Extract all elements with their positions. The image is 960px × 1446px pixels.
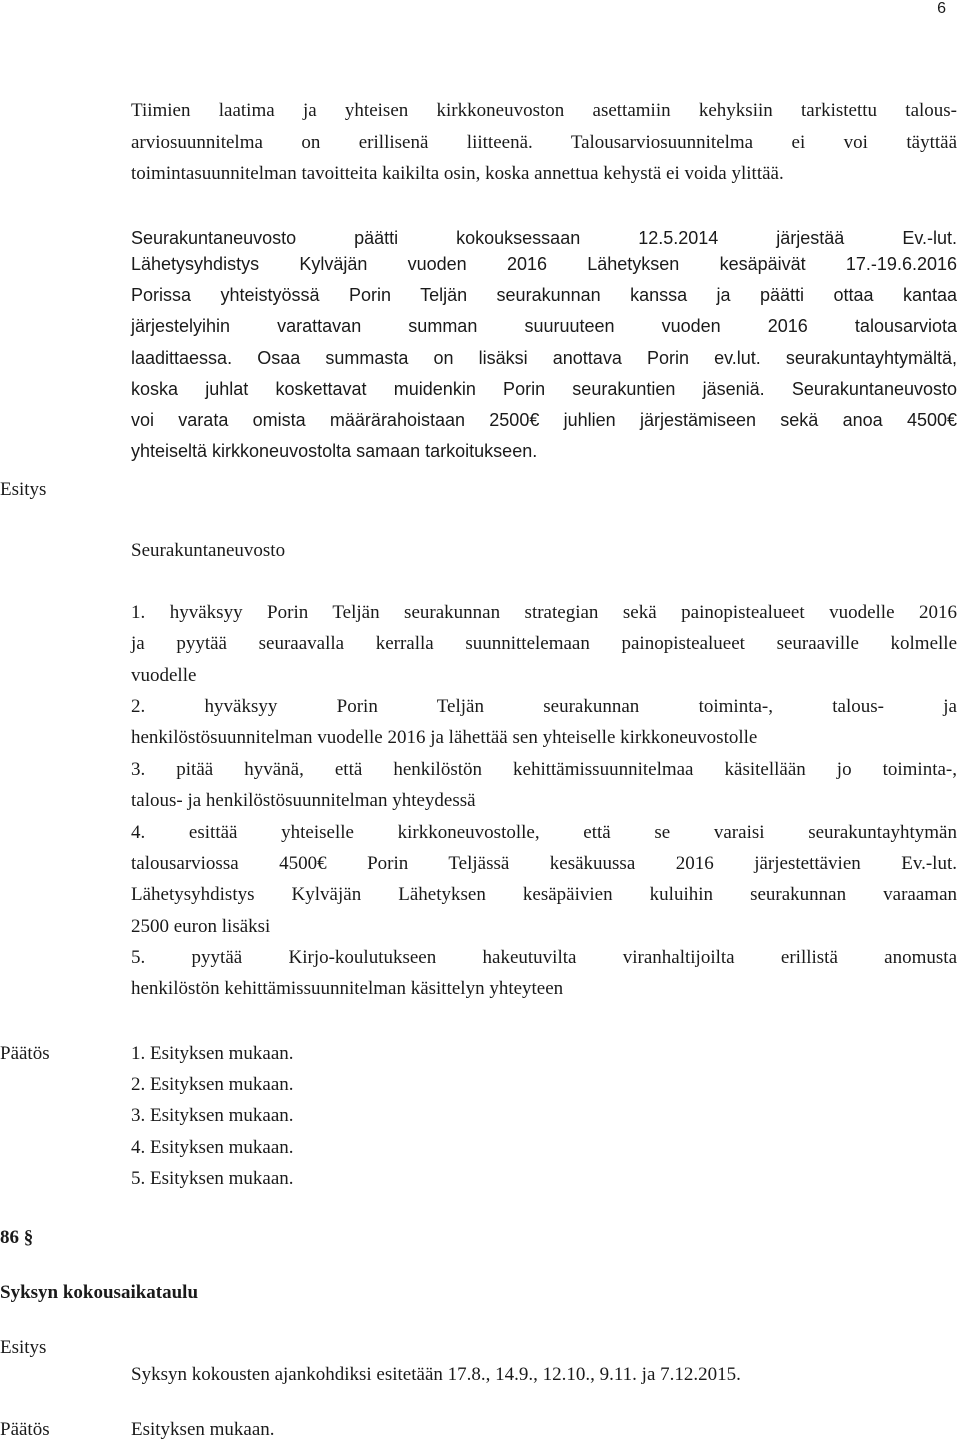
paatos-line-5: 5. Esityksen mukaan.	[131, 1168, 294, 1189]
paatos-line-1: 1. Esityksen mukaan.	[131, 1043, 294, 1064]
decision-line-1: Seurakuntaneuvosto päätti kokouksessaan 12.5.2014 järjestää Ev.-lut.	[131, 228, 957, 248]
esitys-line-1: 1. hyväksyy Porin Teljän seurakunnan strategian sekä painopistealueet vuodelle 2016	[131, 602, 957, 623]
section-number: 86 §	[0, 1227, 34, 1248]
intro-line-2: arviosuunnitelma on erillisenä liitteenä. Talousarviosuunnitelma ei voi täyttää	[131, 132, 957, 153]
esitys-line-5: henkilöstösuunnitelman vuodelle 2016 ja lähettää sen yhteiselle kirkkoneuvostolle	[131, 727, 758, 748]
section-title: Syksyn kokousaikataulu	[0, 1282, 199, 1303]
section-paatos-label: Päätös	[0, 1419, 50, 1440]
decision-line-4: järjestelyihin varattavan summan suuruuteen vuoden 2016 talousarviota	[131, 316, 957, 336]
section-esitys-label: Esitys	[0, 1337, 47, 1358]
decision-line-6: koska juhlat koskettavat muidenkin Porin seurakuntien jäseniä. Seurakuntaneuvosto	[131, 379, 957, 399]
decision-line-5: laadittaessa. Osaa summasta on lisäksi anottava Porin ev.lut. seurakuntayhtymältä,	[131, 348, 957, 368]
esitys-label: Esitys	[0, 479, 47, 500]
intro-line-3: toimintasuunnitelman tavoitteita kaikilta osin, koska annettua kehystä ei voida ylittää.	[131, 163, 784, 184]
paatos-label: Päätös	[0, 1043, 50, 1064]
section-paatos-text: Esityksen mukaan.	[131, 1419, 275, 1440]
esitys-line-9: talousarviossa 4500€ Porin Teljässä kesäkuussa 2016 järjestettävien Ev.-lut.	[131, 853, 957, 874]
decision-line-8: yhteiseltä kirkkoneuvostolta samaan tarkoitukseen.	[131, 441, 538, 461]
decision-line-3: Porissa yhteistyössä Porin Teljän seurakunnan kanssa ja päätti ottaa kantaa	[131, 285, 957, 305]
paatos-line-4: 4. Esityksen mukaan.	[131, 1137, 294, 1158]
esitys-line-11: 2500 euron lisäksi	[131, 916, 271, 937]
decision-line-2: Lähetysyhdistys Kylväjän vuoden 2016 Lähetyksen kesäpäivät 17.-19.6.2016	[131, 254, 957, 274]
esitys-line-8: 4. esittää yhteiselle kirkkoneuvostolle, että se varaisi seurakuntayhtymän	[131, 822, 957, 843]
esitys-line-7: talous- ja henkilöstösuunnitelman yhteydessä	[131, 790, 476, 811]
esitys-heading: Seurakuntaneuvosto	[131, 540, 286, 561]
esitys-line-13: henkilöstön kehittämissuunnitelman käsittelyn yhteyteen	[131, 978, 564, 999]
esitys-line-10: Lähetysyhdistys Kylväjän Lähetyksen kesäpäivien kuluihin seurakunnan varaaman	[131, 884, 957, 905]
page-number: 6	[937, 0, 946, 17]
paatos-line-2: 2. Esityksen mukaan.	[131, 1074, 294, 1095]
section-esitys-text: Syksyn kokousten ajankohdiksi esitetään 17.8., 14.9., 12.10., 9.11. ja 7.12.2015.	[131, 1364, 741, 1385]
esitys-line-12: 5. pyytää Kirjo-koulutukseen hakeutuvilta viranhaltijoilta erillistä anomusta	[131, 947, 957, 968]
esitys-line-3: vuodelle	[131, 665, 197, 686]
esitys-line-6: 3. pitää hyvänä, että henkilöstön kehittämissuunnitelmaa käsitellään jo toiminta-,	[131, 759, 957, 780]
paatos-line-3: 3. Esityksen mukaan.	[131, 1105, 294, 1126]
decision-line-7: voi varata omista määrärahoistaan 2500€ juhlien järjestämiseen sekä anoa 4500€	[131, 410, 957, 430]
esitys-line-4: 2. hyväksyy Porin Teljän seurakunnan toiminta-, talous- ja	[131, 696, 957, 717]
esitys-line-2: ja pyytää seuraavalla kerralla suunnittelemaan painopistealueet seuraaville kolmelle	[131, 633, 957, 654]
intro-line-1: Tiimien laatima ja yhteisen kirkkoneuvoston asettamiin kehyksiin tarkistettu talous-	[131, 100, 957, 121]
